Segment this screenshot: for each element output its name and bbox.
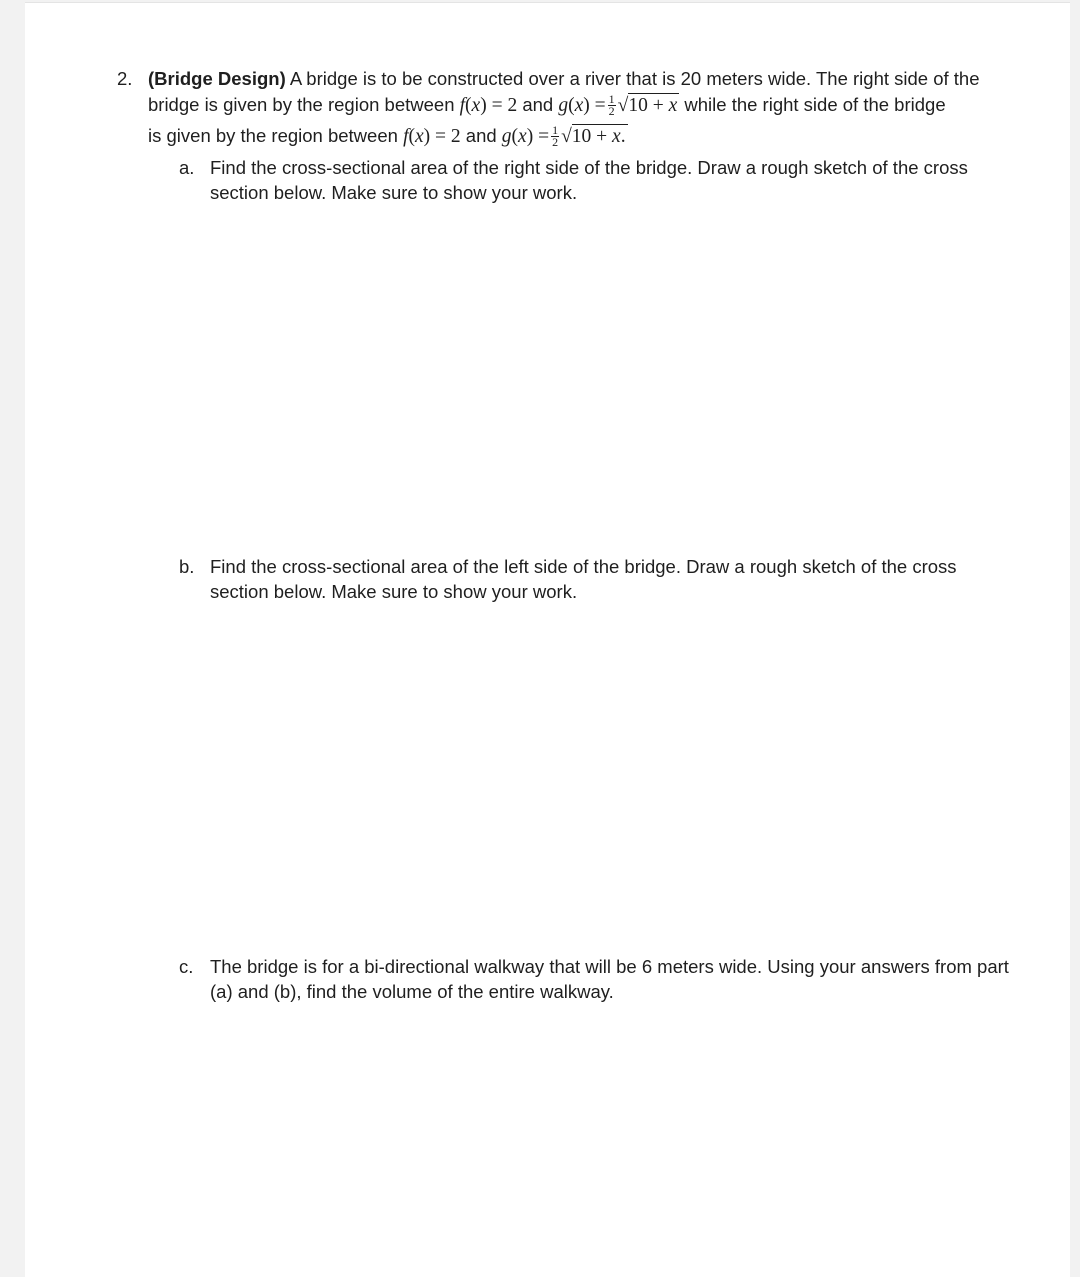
radicand-2: 10 + x. (571, 126, 626, 147)
problem-title: (Bridge Design) (148, 68, 286, 89)
part-b-label: b. (179, 556, 195, 577)
part-a-label: a. (179, 157, 195, 178)
part-c-text: The bridge is for a bi-directional walkway that will be 6 meters wide. Using your answers from part (a) and (b), find the volume of the entire walkway. (210, 956, 1009, 1002)
g-function-expression-2: g(x) = (501, 126, 550, 147)
f-function-expression: f(x) = 2 (459, 95, 518, 116)
radicand: 10 + x (628, 95, 678, 116)
problem-intro-text-1: A bridge is to be constructed over a river that is 20 meters wide. The right side of the (285, 68, 980, 89)
problem-intro-line-1 (148, 66, 980, 92)
one-half-fraction-2: $\frac{1}{2}$ (552, 122, 559, 149)
square-root-sign-2: √ (561, 126, 572, 147)
one-half-fraction: $\frac{1}{2}$ (608, 91, 615, 118)
problem-number: 2. (117, 68, 133, 89)
problem-intro-line-3 (148, 123, 628, 150)
part-c-answer-space (210, 1010, 1010, 1260)
problem-intro-line-2 (148, 92, 946, 119)
and-connector-2: and (460, 125, 502, 146)
problem-intro-text-2b: while the right side of the bridge (679, 94, 946, 115)
part-a-text: Find the cross-sectional area of the right side of the bridge. Draw a rough sketch of the cross section below. Make sure to show your work. (210, 157, 968, 203)
part-a-answer-space (210, 210, 1010, 540)
problem-intro-text-3: is given by the region between (148, 125, 404, 146)
problem-intro-text-2: bridge is given by the region between (148, 94, 460, 115)
and-connector: and (517, 94, 559, 115)
square-root-sign: √ (617, 95, 629, 116)
g-function-expression: g(x) = (558, 95, 606, 116)
part-b-text: Find the cross-sectional area of the left side of the bridge. Draw a rough sketch of the cross section below. Make sure to show your work. (210, 556, 957, 602)
f-function-expression-2: f(x) = 2 (403, 126, 461, 147)
part-c-label: c. (179, 956, 194, 977)
part-b-answer-space (210, 610, 1010, 940)
